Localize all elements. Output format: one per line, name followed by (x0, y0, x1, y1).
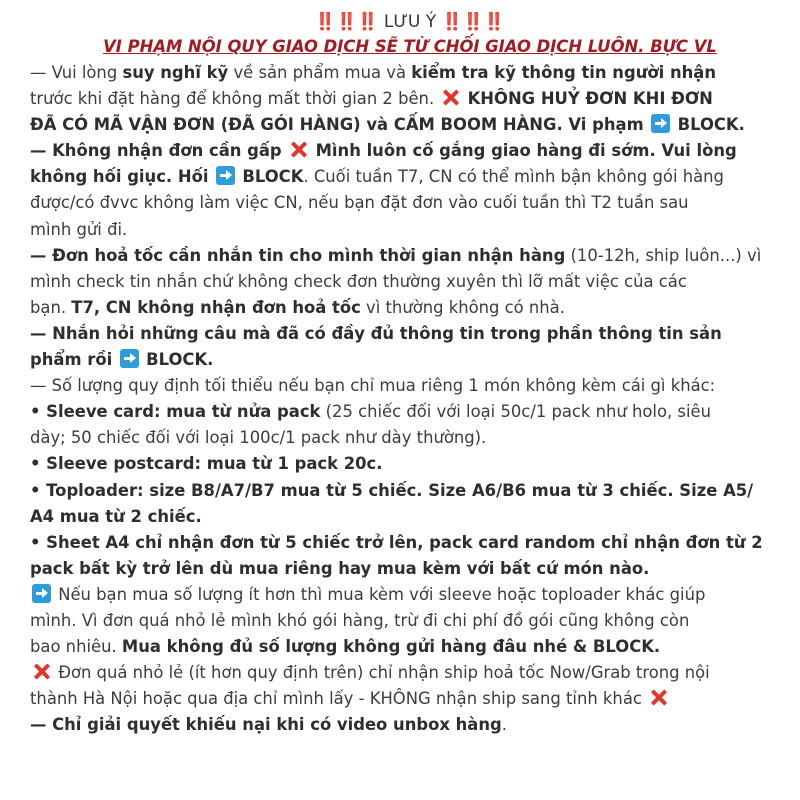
cross-mark-icon (289, 140, 308, 159)
right-arrow-icon (651, 114, 670, 133)
title-text: LƯU Ý (383, 12, 437, 32)
rule-line: pack bất kỳ trở lên dù mua riêng hay mua kèm với bất cứ món nào. (30, 558, 650, 578)
rule-line: • Toploader: size B8/A7/B7 mua từ 5 chiếc. Size A6/B6 mua từ 3 chiếc. Size A5/ (30, 480, 754, 500)
rule-line: — Nhắn hỏi những câu mà đã có đầy đủ thông tin trong phần thông tin sản (30, 323, 722, 343)
rule-line: — Vui lòng suy nghĩ kỹ về sản phẩm mua và kiểm tra kỹ thông tin người nhận (30, 63, 717, 82)
double-exclamation-icon: ‼️‼️‼️ (314, 12, 379, 32)
rule-line: Đơn quá nhỏ lẻ (ít hơn quy định trên) chỉ nhận ship hoả tốc Now/Grab trong nội (30, 660, 790, 686)
rule-line: bao nhiêu. Mua không đủ số lượng không gửi hàng đâu nhé & BLOCK. (30, 637, 661, 657)
rule-line: mình. Vì đơn quá nhỏ lẻ mình khó gói hàng, trừ đi chi phí đồ gói cũng không còn (30, 610, 690, 630)
cross-mark-icon (441, 88, 460, 107)
rule-line: • Sleeve postcard: mua từ 1 pack 20c. (30, 454, 383, 474)
rules-body (30, 60, 790, 738)
notice-title (30, 10, 790, 34)
rule-line: mình gửi đi. (30, 219, 128, 239)
rule-line: • Sleeve card: mua từ nửa pack (25 chiếc đối với loại 50c/1 pack như holo, siêu (30, 402, 711, 422)
rule-line: không hối giục. Hối BLOCK. Cuối tuần T7, CN có thể mình bận không gói hàng (30, 167, 724, 187)
rule-line: thành Hà Nội hoặc qua địa chỉ mình lấy - KHÔNG nhận ship sang tỉnh khác (30, 686, 790, 712)
right-arrow-icon (216, 166, 235, 185)
rule-line: — Số lượng quy định tối thiểu nếu bạn chỉ mua riêng 1 món không kèm cái gì khác: (30, 376, 716, 396)
rule-line: bạn. T7, CN không nhận đơn hoả tốc vì thường không có nhà. (30, 297, 565, 317)
rule-line: dày; 50 chiếc đối với loại 100c/1 pack như dày thường). (30, 428, 487, 448)
cross-mark-icon (649, 688, 668, 707)
double-exclamation-icon: ‼️‼️‼️ (441, 12, 506, 32)
notice-subtitle: VI PHẠM NỘI QUY GIAO DỊCH SẼ TỪ CHỐI GIAO DỊCH LUÔN. BỰC VL (103, 37, 717, 56)
rule-line: mình check tin nhắn chứ không check đơn thường xuyên thì lỡ mất việc của các (30, 271, 687, 291)
rule-line: — Chỉ giải quyết khiếu nại khi có video unbox hàng. (30, 715, 507, 735)
rule-line: được/có đvvc không làm việc CN, nếu bạn đặt đơn vào cuối tuần thì T2 tuần sau (30, 193, 689, 213)
rule-line: Nếu bạn mua số lượng ít hơn thì mua kèm với sleeve hoặc toploader khác giúp (30, 582, 790, 608)
rule-line: A4 mua từ 2 chiếc. (30, 506, 202, 526)
rule-line: — Không nhận đơn cần gấp Mình luôn cố gắng giao hàng đi sớm. Vui lòng (30, 141, 737, 161)
right-arrow-icon (32, 584, 51, 603)
rule-line: trước khi đặt hàng để không mất thời gian 2 bên. KHÔNG HUỶ ĐƠN KHI ĐƠN (30, 89, 713, 109)
rule-line: phẩm rồi BLOCK. (30, 350, 214, 370)
rule-line: • Sheet A4 chỉ nhận đơn từ 5 chiếc trở lên, pack card random chỉ nhận đơn từ 2 (30, 532, 763, 552)
rule-line: ĐÃ CÓ MÃ VẬN ĐƠN (ĐÃ GÓI HÀNG) và CẤM BOOM HÀNG. Vi phạm BLOCK. (30, 115, 745, 135)
cross-mark-icon (32, 662, 51, 681)
right-arrow-icon (120, 349, 139, 368)
rule-line: — Đơn hoả tốc cần nhắn tin cho mình thời gian nhận hàng (10-12h, ship luôn...) vì (30, 245, 762, 265)
